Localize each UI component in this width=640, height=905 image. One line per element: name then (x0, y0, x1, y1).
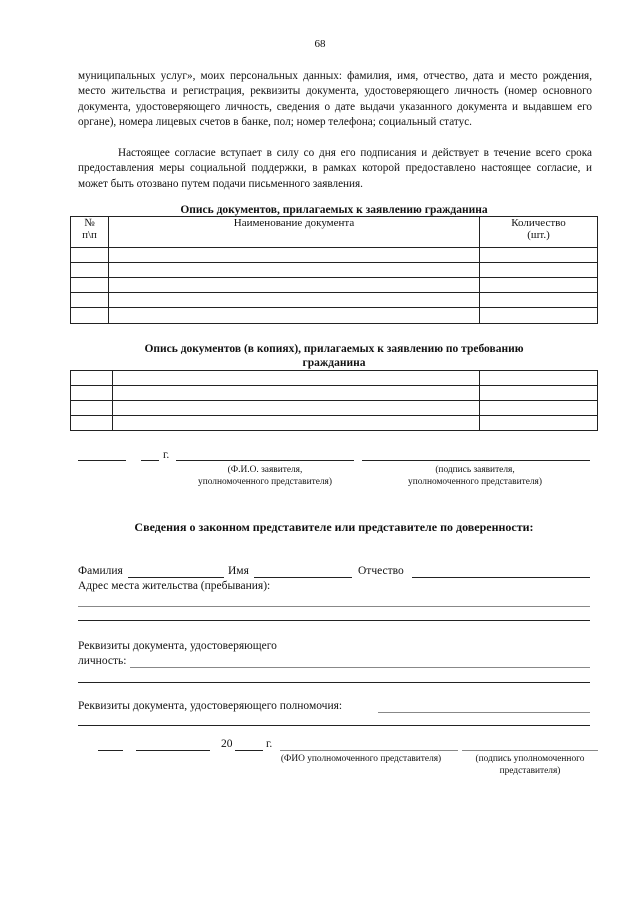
address-label: Адрес места жительства (пребывания): (78, 580, 271, 592)
year-suffix: г. (163, 449, 170, 461)
table-row[interactable] (71, 386, 598, 401)
consent-paragraph-1: муниципальных услуг», моих персональных данных: фамилия, имя, отчество, дата и место рождения, место жительства и регистрация, реквизиты документа, удостоверяющего личность (номер основного документа, удостоверяющего личность, сведения о дате выдачи указанного документа и выдавшем его органе), номера лицевых счетов в банке, пол; номер телефона; социальный статус. (78, 70, 592, 129)
rep-fio-caption: (ФИО уполномоченного представителя) (280, 754, 442, 764)
table-row[interactable] (71, 278, 598, 293)
date-year-line[interactable] (141, 460, 159, 461)
name-field[interactable] (254, 577, 352, 578)
name-label: Имя (228, 565, 249, 577)
rep-date-day-line[interactable] (98, 750, 123, 751)
table-row[interactable] (71, 263, 598, 278)
patronymic-label: Отчество (358, 565, 404, 577)
surname-label: Фамилия (78, 565, 123, 577)
column-header-number: № п\п (71, 217, 109, 248)
applicant-signature-line[interactable] (362, 460, 590, 461)
authority-doc-field[interactable] (378, 712, 590, 713)
table-row[interactable] (71, 401, 598, 416)
table-row[interactable] (71, 371, 598, 386)
table1-title: Опись документов, прилагаемых к заявлению гражданина (180, 204, 488, 216)
documents-table (70, 216, 598, 324)
rep-fio-line[interactable] (280, 750, 458, 751)
applicant-fio-caption: (Ф.И.О. заявителя, уполномоченного представителя) (198, 465, 332, 487)
table-header-row (71, 217, 598, 248)
table-row[interactable] (71, 308, 598, 324)
applicant-signature-caption: (подпись заявителя, уполномоченного представителя) (408, 465, 542, 487)
rep-year-suffix: г. (266, 738, 273, 750)
representative-heading: Сведения о законном представителе или представителе по доверенности: (134, 520, 534, 534)
id-doc-field[interactable] (130, 667, 590, 668)
rep-date-month-line[interactable] (136, 750, 210, 751)
table2-title: Опись документов (в копиях), прилагаемых к заявлению по требованию гражданина (144, 343, 524, 369)
table-row[interactable] (71, 416, 598, 431)
applicant-fio-line[interactable] (176, 460, 354, 461)
date-day-line[interactable] (78, 460, 126, 461)
id-doc-label: Реквизиты документа, удостоверяющего (78, 640, 277, 652)
surname-field[interactable] (128, 577, 224, 578)
id-doc-field-line-2[interactable] (78, 682, 590, 683)
column-header-quantity: Количество (шт.) (480, 217, 598, 248)
authority-doc-field-line-2[interactable] (78, 725, 590, 726)
rep-signature-line[interactable] (462, 750, 598, 751)
address-field-line-1[interactable] (78, 606, 590, 607)
consent-paragraph-2: Настоящее согласие вступает в силу со дня его подписания и действует в течение всего срока предоставления меры социальной поддержки, в рамках которой предоставлено настоящее согласие, и может быть отозвано путем подачи письменного заявления. (78, 147, 592, 190)
rep-date-year-line[interactable] (235, 750, 263, 751)
rep-signature-caption: (подпись уполномоченного представителя) (475, 754, 585, 776)
column-header-document-name: Наименование документа (109, 217, 480, 248)
id-doc-label-cont: личность: (78, 655, 127, 667)
copies-table (70, 370, 598, 431)
table-row[interactable] (71, 248, 598, 263)
rep-year-prefix: 20 (221, 738, 233, 750)
page-number: 68 (314, 38, 326, 50)
table-row[interactable] (71, 293, 598, 308)
authority-doc-label: Реквизиты документа, удостоверяющего полномочия: (78, 700, 343, 712)
patronymic-field[interactable] (412, 577, 590, 578)
address-field-line-2[interactable] (78, 620, 590, 621)
